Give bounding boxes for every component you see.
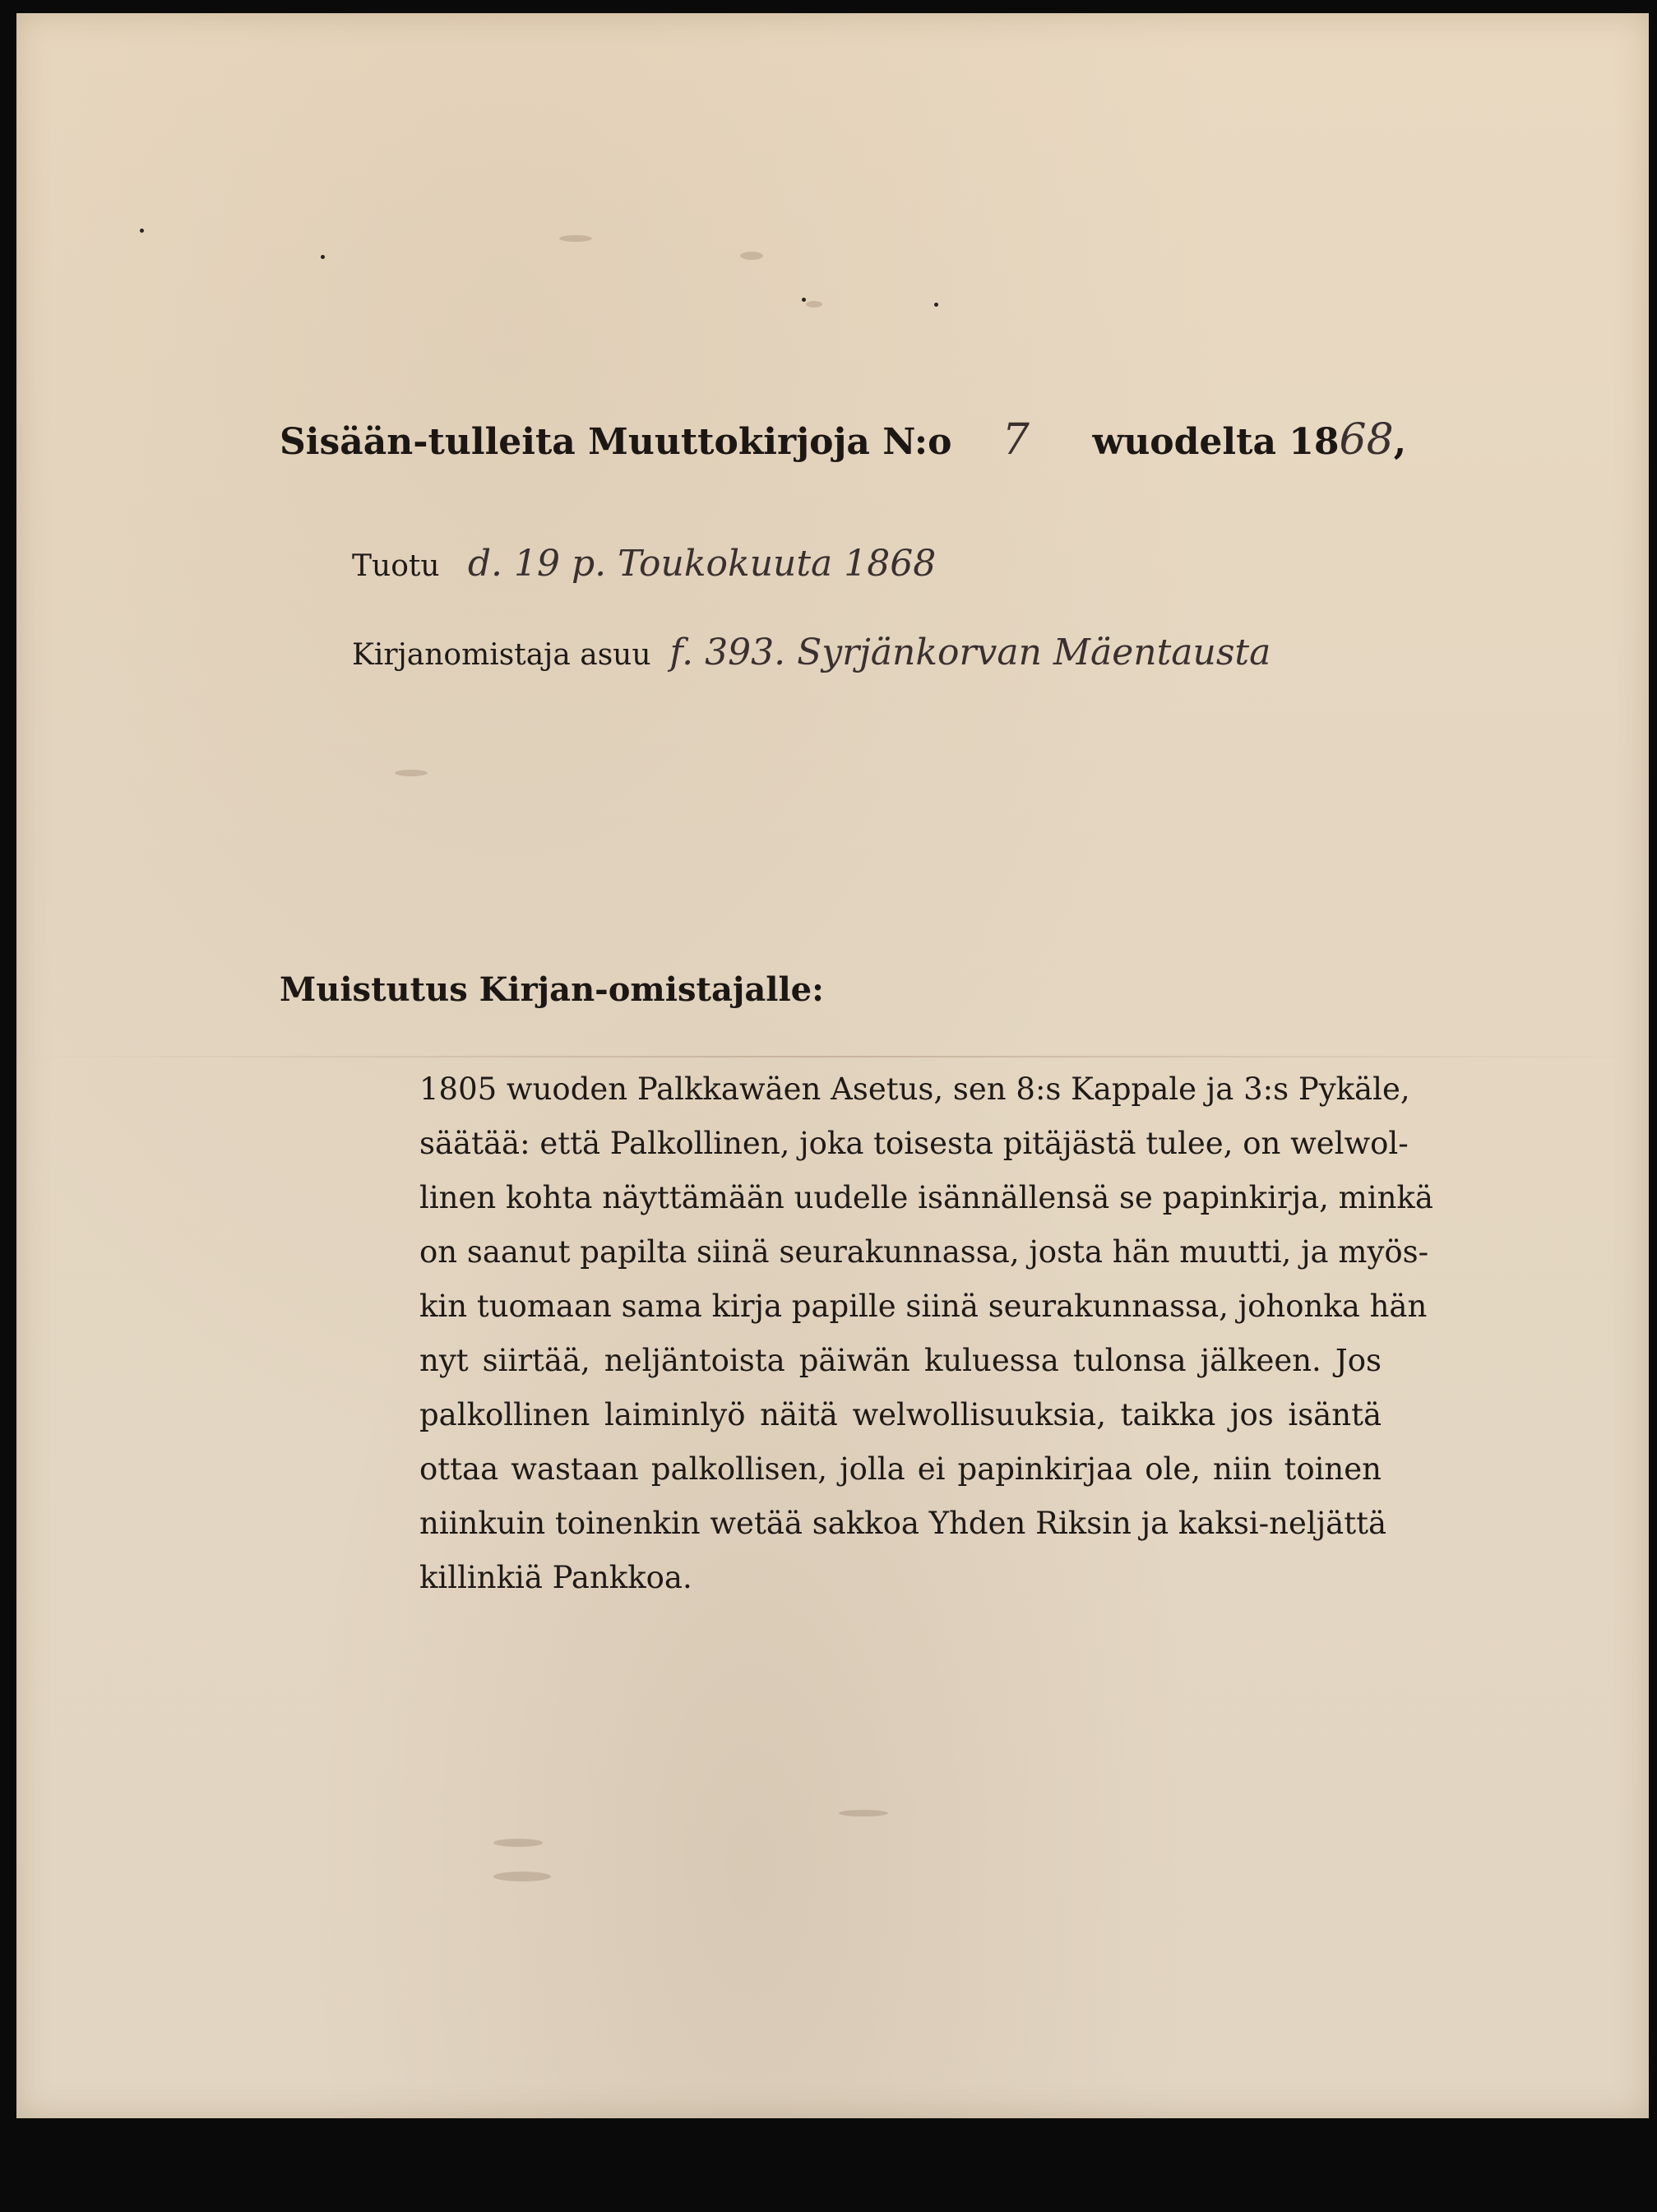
ink-speck: [934, 303, 938, 307]
owner-label: Kirjanomistaja asuu: [352, 638, 651, 672]
memo-line: nyt siirtää, neljäntoista päiwän kuluessa tulonsa jälkeen. Jos: [419, 1343, 1382, 1378]
memo-line: 1805 wuoden Palkkawäen Asetus, sen 8:s Kappale ja 3:s Pykäle,: [419, 1071, 1410, 1107]
arrived-date-handwritten: d. 19 p. Toukokuuta 1868: [467, 543, 937, 585]
owner-address-handwritten: f. 393. Syrjänkorvan Mäentausta: [669, 632, 1271, 673]
memo-line: niinkuin toinenkin wetää sakkoa Yhden Riksin ja kaksi-neljättä: [419, 1506, 1387, 1541]
ink-speck: [140, 229, 144, 233]
memo-line: on saanut papilta siinä seurakunnassa, josta hän muutti, ja myös-: [419, 1234, 1429, 1270]
year-label: wuodelta 18: [1092, 421, 1340, 463]
arrived-line: [352, 543, 936, 585]
fold-line: [16, 1056, 1649, 1057]
memo-line: ottaa wastaan palkollisen, jolla ei papinkirjaa ole, niin toinen: [419, 1451, 1382, 1487]
owner-line: [352, 632, 1271, 673]
paper-stain: [493, 1872, 551, 1881]
year-handwritten: 68: [1339, 415, 1394, 465]
register-number-handwritten: 7: [1002, 415, 1030, 465]
paper-stain: [493, 1839, 543, 1847]
ink-speck: [802, 298, 806, 302]
memo-line: säätää: että Palkollinen, joka toisesta pitäjästä tulee, on welwol-: [419, 1126, 1409, 1161]
heading-printed-text: Sisään-tulleita Muuttokirjoja N:o: [280, 421, 952, 463]
memo-line: killinkiä Pankkoa.: [419, 1560, 692, 1595]
register-heading: [280, 415, 1406, 465]
memo-line: kin tuomaan sama kirja papille siinä seurakunnassa, johonka hän: [419, 1289, 1428, 1324]
paper-stain: [839, 1810, 888, 1816]
paper-stain: [395, 770, 428, 776]
memo-heading: Muistutus Kirjan-omistajalle:: [280, 970, 824, 1009]
arrived-label: Tuotu: [352, 549, 440, 583]
memo-line: linen kohta näyttämään uudelle isännällensä se papinkirja, minkä: [419, 1180, 1433, 1215]
paper-stain: [740, 252, 763, 260]
memo-body: [419, 1062, 1433, 1605]
memo-line: palkollinen laiminlyö näitä welwollisuuksia, taikka jos isäntä: [419, 1397, 1382, 1432]
paper-stain: [806, 301, 822, 308]
paper-stain: [559, 235, 592, 242]
heading-trailing: ,: [1393, 421, 1407, 463]
ink-speck: [321, 255, 325, 259]
